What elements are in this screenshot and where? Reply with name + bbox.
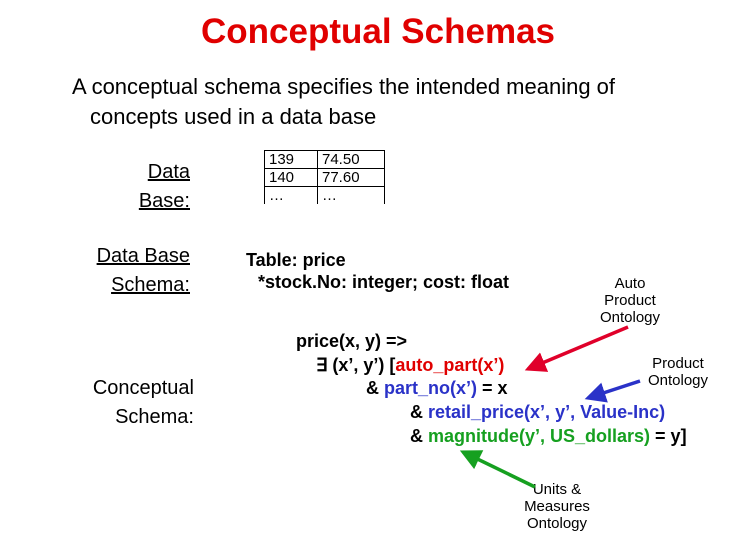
table-cell: 77.60 [318, 169, 385, 187]
ontology-label-line: Ontology [599, 309, 661, 326]
ontology-label-line: Ontology [526, 515, 588, 532]
product-ontology-arrow [588, 381, 640, 398]
table-cell: 139 [265, 151, 318, 169]
formula-equality: = y] [650, 426, 687, 446]
retail-price-predicate: retail_price(x’, y’, Value-Inc) [428, 402, 666, 422]
intro-line-2: concepts used in a data base [90, 104, 377, 129]
database-label-line-2: Base: [138, 190, 190, 212]
schema-definition-line-2: *stock.No: integer; cost: float [258, 272, 510, 292]
conceptual-label-line-1: Conceptual [92, 377, 194, 399]
formula-equality: = x [477, 378, 508, 398]
intro-line-1: A conceptual schema specifies the intended meaning of [72, 74, 616, 99]
schema-label-line-1: Data Base [96, 245, 190, 267]
database-label-line-1: Data [147, 161, 190, 183]
formula-conjunction: & [410, 402, 428, 422]
schema-definition-line-1: Table: price [246, 250, 346, 270]
part-no-predicate: part_no(x’) [384, 378, 478, 398]
table-cell: … [265, 187, 318, 205]
schema-label-line-2: Schema: [111, 274, 190, 296]
ontology-label-line: Units & [532, 481, 582, 498]
formula-line-1: price(x, y) => [296, 331, 408, 351]
page-title: Conceptual Schemas [201, 12, 555, 51]
formula-conjunction: & [410, 426, 428, 446]
ontology-label-line: Product [604, 292, 656, 309]
table-cell: 74.50 [318, 151, 385, 169]
conceptual-label-line-2: Schema: [115, 406, 194, 428]
auto-ontology-arrow [528, 327, 628, 369]
formula-quantifier: ∃ (x’, y’) [ [316, 355, 396, 375]
formula-conjunction: & [366, 378, 384, 398]
table-cell: 140 [265, 169, 318, 187]
units-ontology-arrow [463, 452, 535, 487]
ontology-label-line: Auto [614, 275, 646, 292]
magnitude-predicate: magnitude(y’, US_dollars) [428, 426, 651, 446]
ontology-label-line: Ontology [647, 372, 709, 389]
ontology-label-line: Measures [524, 498, 590, 515]
ontology-label-line: Product [652, 355, 704, 372]
auto-part-predicate: auto_part(x’) [395, 355, 505, 375]
table-cell: … [318, 187, 385, 205]
